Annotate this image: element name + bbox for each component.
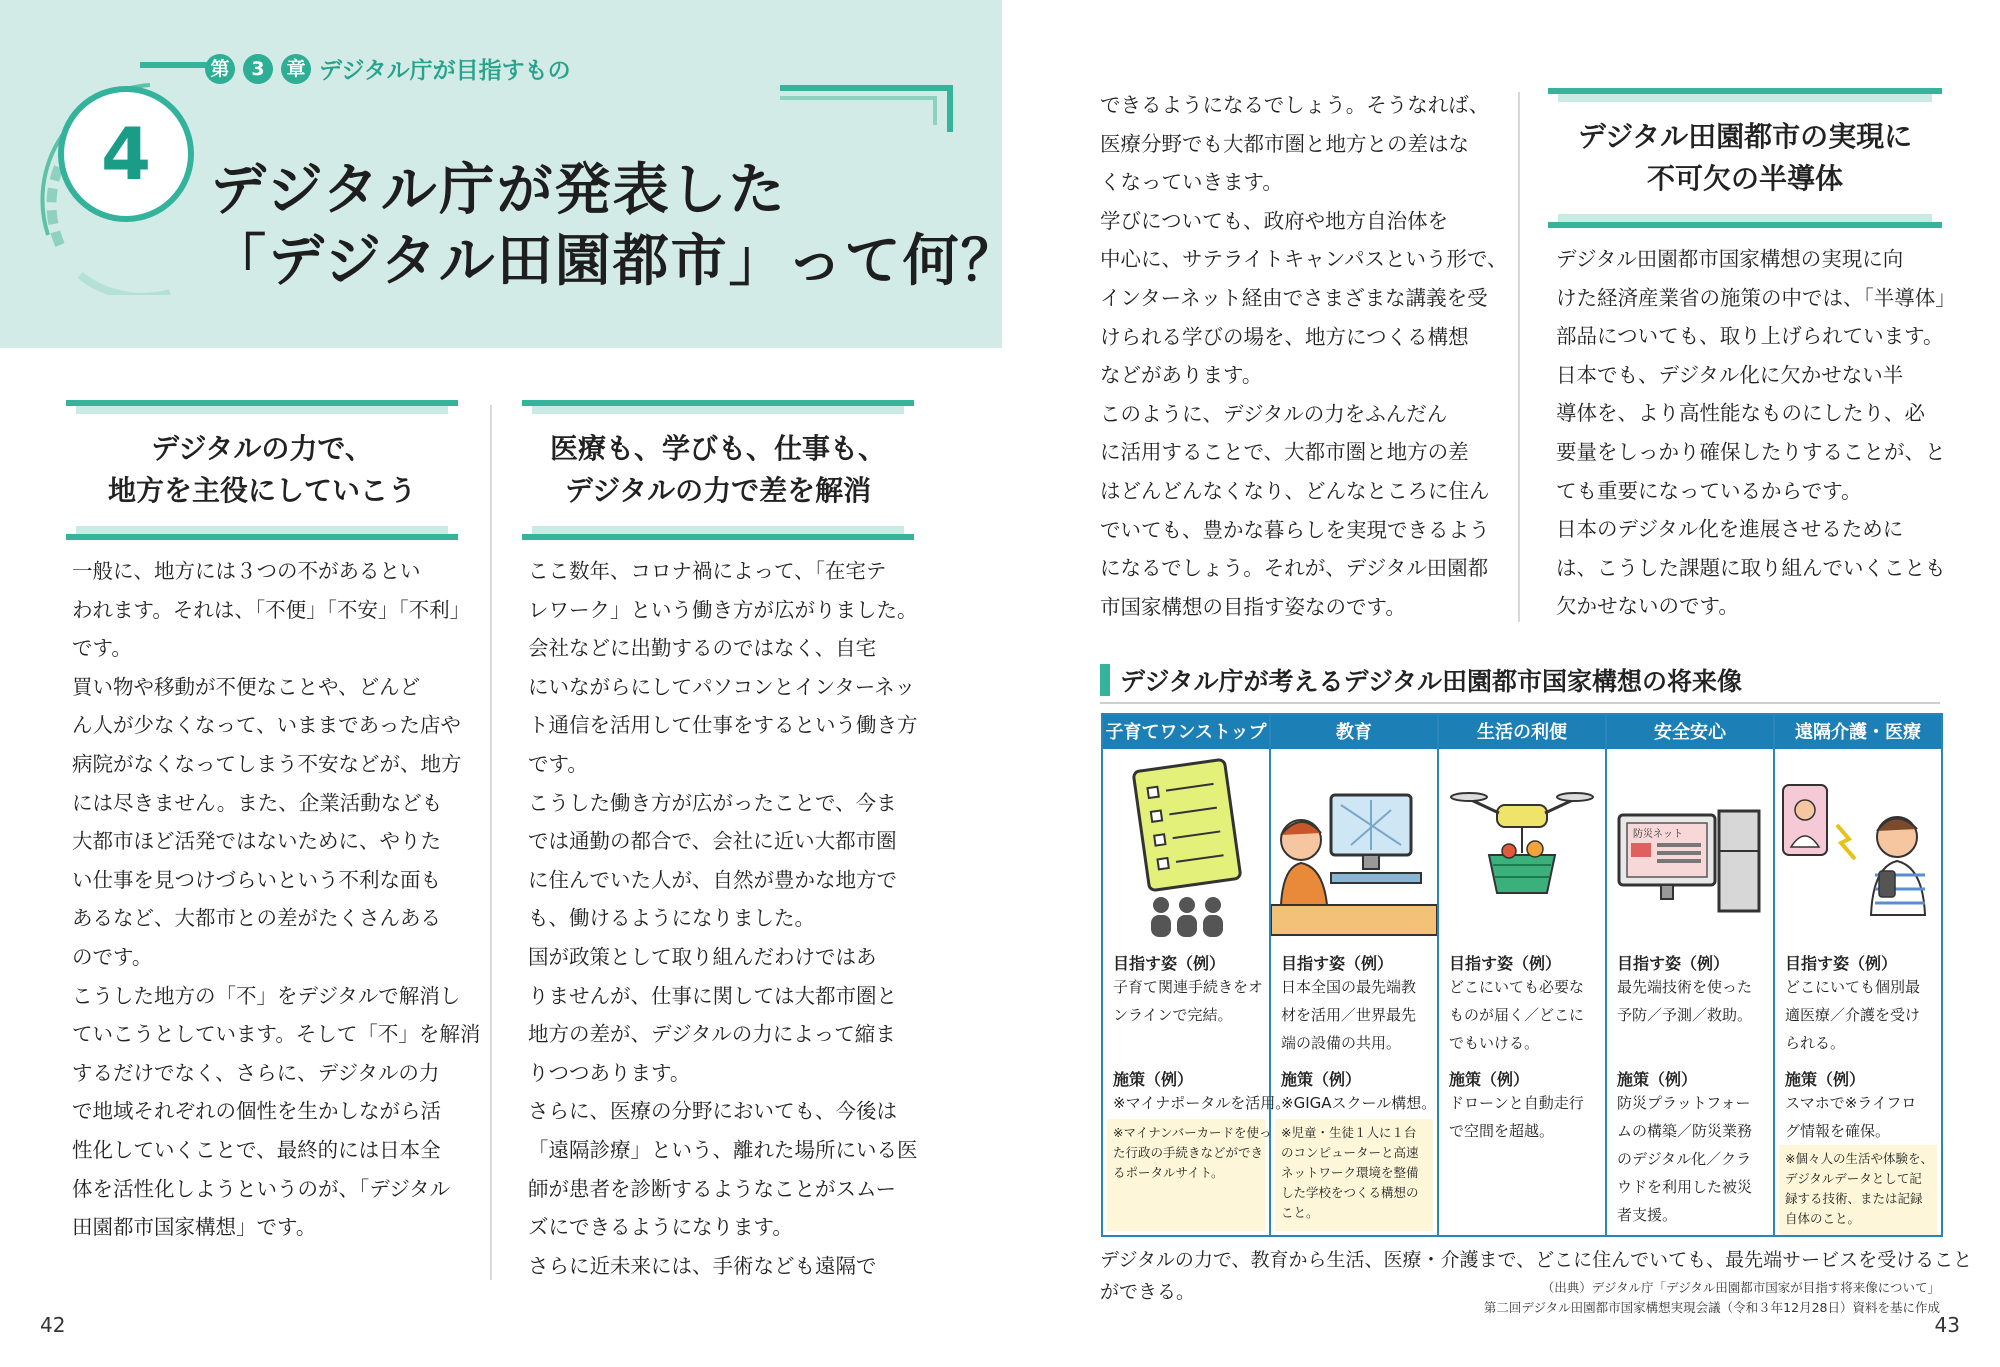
figure-title: デジタル庁が考えるデジタル田園都市国家構想の将来像 [1120, 667, 1743, 696]
figure-title-underline [1100, 702, 1940, 704]
note-line: るポータルサイト。 [1113, 1165, 1224, 1180]
body-line: はどんどんなくなり、どんなところに住ん [1100, 478, 1490, 503]
column4-heading [1548, 88, 1942, 228]
policy-line: 防災プラットフォー [1617, 1094, 1751, 1112]
body-line: ても重要になっているからです。 [1556, 478, 1862, 503]
policy-label: 施策（例） [1281, 1070, 1362, 1089]
table-header-education: 教育 [1271, 715, 1437, 749]
chapter-label [205, 52, 571, 85]
goal-text [1617, 973, 1752, 1029]
body-line: のです。 [72, 944, 153, 969]
policy-line: ※GIGAスクール構想。 [1281, 1094, 1437, 1112]
goal-line: 子育て関連手続きをオ [1113, 978, 1264, 996]
note-line: のコンピューターと高速 [1281, 1145, 1419, 1160]
body-line: できるようになるでしょう。そうなれば、 [1100, 93, 1490, 117]
section-number: 4 [58, 86, 194, 222]
note-line: 自体のこと。 [1785, 1211, 1861, 1226]
body-line: われます。それは、「不便」「不安」「不利」 [72, 597, 471, 622]
note-line: た行政の手続きなどができ [1113, 1145, 1264, 1160]
page-number-right: 43 [1934, 1313, 1960, 1337]
note-line: 録する技術、または記録 [1785, 1191, 1923, 1206]
body-line: 大都市ほど活発ではないために、やりた [72, 829, 441, 854]
column-divider [490, 405, 492, 1280]
body-line: 学びについても、政府や地方自治体を [1100, 208, 1449, 233]
body-line: けた経済産業省の施策の中では、「半導体」 [1556, 285, 1956, 310]
goal-line: 材を活用／世界最先 [1281, 1006, 1417, 1024]
body-line: 買い物や移動が不便なことや、どんど [72, 674, 421, 699]
body-line: こうした働き方が広がったことで、今ま [528, 790, 897, 815]
body-line: ていこうとしています。そして「不」を解消 [72, 1022, 481, 1047]
body-line: も、働けるようになりました。 [528, 906, 815, 931]
body-line: になるでしょう。それが、デジタル田園都 [1100, 556, 1489, 581]
body-line: 欠かせないのです。 [1556, 594, 1739, 619]
drone-illustration [1439, 755, 1605, 955]
body-line: 導体を、より高性能なものにしたり、必 [1556, 401, 1925, 426]
caption-line2: ができる。 [1100, 1281, 1196, 1303]
body-line: けられる学びの場を、地方につくる構想 [1100, 324, 1469, 349]
body-line: インターネット経由でさまざまな講義を受 [1100, 285, 1488, 310]
goal-line: でもいける。 [1449, 1034, 1540, 1052]
body-line: デジタル田園都市国家構想の実現に向 [1556, 247, 1904, 271]
body-line: くなっていきます。 [1100, 170, 1283, 195]
table-column-convenience [1439, 715, 1607, 1235]
body-line: 要量をしっかり確保したりすることが、と [1556, 439, 1946, 464]
column-divider-right [1518, 92, 1520, 622]
goal-line: 端の設備の共用。 [1281, 1034, 1402, 1052]
policy-label: 施策（例） [1785, 1070, 1866, 1089]
policy-label: 施策（例） [1113, 1070, 1194, 1089]
goal-text [1113, 973, 1263, 1029]
policy-line: ウドを利用した被災 [1617, 1178, 1753, 1196]
figure-title-marker [1100, 664, 1110, 696]
body-line: 日本のデジタル化を進展させるために [1556, 517, 1904, 542]
body-line: あるなど、大都市との差がたくさんある [72, 906, 441, 931]
goal-label: 目指す姿（例） [1617, 954, 1730, 973]
body-line: にいながらにしてパソコンとインターネッ [528, 674, 916, 699]
policy-line: ムの構築／防災業務 [1617, 1122, 1753, 1140]
body-line: さらに近未来には、手術なども遠隔で [528, 1253, 877, 1278]
body-line: ここ数年、コロナ禍によって、「在宅テ [528, 559, 887, 583]
body-line: 会社などに出勤するのではなく、自宅 [528, 636, 877, 661]
goal-line: ものが届く／どこに [1449, 1006, 1585, 1024]
policy-label: 施策（例） [1617, 1070, 1698, 1089]
goal-text [1785, 973, 1920, 1057]
source-line1: （出典）デジタル庁「デジタル田園都市国家が目指す将来像について」 [1541, 1280, 1940, 1295]
note-line: した学校をつくる構想の [1281, 1185, 1419, 1200]
table-column-childcare [1103, 715, 1291, 1235]
goal-label: 目指す姿（例） [1113, 954, 1226, 973]
note-line: ※個々人の生活や体験を、 [1785, 1151, 1933, 1166]
body-line: などがあります。 [1100, 363, 1263, 388]
goal-label: 目指す姿（例） [1785, 954, 1898, 973]
goal-line: どこにいても必要な [1449, 978, 1585, 996]
goal-line: 予防／予測／救助。 [1617, 1006, 1753, 1024]
source-line2: 第二回デジタル田園都市国家構想実現会議（令和３年12月28日）資料を基に作成 [1483, 1300, 1940, 1315]
body-line: りつつあります。 [528, 1060, 691, 1085]
body-line: 一般に、地方には３つの不があるとい [72, 559, 421, 583]
note-line: こと。 [1281, 1205, 1319, 1220]
body-line: 「遠隔診療」という、離れた場所にいる医 [528, 1137, 918, 1162]
note-line: ネットワーク環境を整備 [1281, 1165, 1419, 1180]
column2-body [528, 552, 918, 1285]
chapter-prefix: 第 [205, 54, 235, 84]
policy-line: スマホで※ライフロ [1785, 1094, 1917, 1112]
column3-body [1100, 86, 1508, 626]
body-line: 部品についても、取り上げられています。 [1556, 324, 1944, 349]
body-line: さらに、医療の分野においても、今後は [528, 1099, 897, 1124]
policy-text [1617, 1089, 1752, 1229]
column4-heading-line2: 不可欠の半導体 [1646, 162, 1843, 195]
column2-heading-line1: 医療も、学びも、仕事も、 [549, 432, 886, 465]
policy-text [1449, 1089, 1584, 1145]
chapter-suffix: 章 [281, 54, 311, 84]
body-line: に住んでいた人が、自然が豊かな地方で [528, 867, 897, 892]
goal-line: 適医療／介護を受け [1785, 1006, 1921, 1024]
footnote [1107, 1119, 1272, 1231]
checklist-illustration [1103, 755, 1269, 955]
chapter-number: 3 [243, 54, 273, 84]
column4-body [1556, 240, 1956, 626]
policy-line: ※マイナポータルを活用。 [1113, 1094, 1291, 1112]
goal-label: 目指す姿（例） [1449, 954, 1562, 973]
goal-line: 最先端技術を使った [1617, 978, 1753, 996]
column2-heading [522, 400, 914, 540]
table-header-remote-care: 遠隔介護・医療 [1775, 715, 1941, 749]
body-line: ト通信を活用して仕事をするという働き方 [528, 713, 918, 738]
body-line: では通勤の都合で、会社に近い大都市圏 [528, 829, 897, 854]
body-line: ズにできるようになります。 [528, 1215, 793, 1240]
body-line: でいても、豊かな暮らしを実現できるよう [1100, 517, 1490, 542]
policy-label: 施策（例） [1449, 1070, 1530, 1089]
body-line: 医療分野でも大都市圏と地方との差はな [1100, 131, 1469, 156]
policy-line: ドローンと自動走行 [1449, 1094, 1584, 1112]
goal-line: られる。 [1785, 1034, 1846, 1052]
policy-line: 者支援。 [1617, 1206, 1678, 1224]
column1-body [72, 552, 480, 1247]
body-line: レワーク」という働き方が広がりました。 [528, 597, 918, 622]
body-line: 病院がなくなってしまう不安などが、地方 [72, 751, 462, 776]
future-vision-table [1101, 713, 1943, 1237]
note-line: ※児童・生徒１人に１台 [1281, 1125, 1417, 1140]
body-line: こうした地方の「不」をデジタルで解消し [72, 983, 461, 1008]
goal-line: 日本全国の最先端教 [1281, 978, 1417, 996]
body-line: 田園都市国家構想」です。 [72, 1215, 317, 1240]
policy-line: グ情報を確保。 [1785, 1122, 1891, 1140]
table-header-convenience: 生活の利便 [1439, 715, 1605, 749]
body-line: するだけでなく、さらに、デジタルの力 [72, 1060, 440, 1085]
telemedicine-illustration [1775, 755, 1941, 955]
body-line: は、こうした課題に取り組んでいくことも [1556, 555, 1946, 580]
body-line: 師が患者を診断するようなことがスムー [528, 1176, 896, 1201]
page-title-line1: デジタル庁が発表した [210, 158, 787, 223]
column1-heading-line1: デジタルの力で、 [151, 432, 373, 465]
column1-heading [66, 400, 458, 540]
column1-heading-line2: 地方を主役にしていこう [107, 474, 416, 507]
caption-line1: デジタルの力で、教育から生活、医療・介護まで、どこに住んでいても、最先端サービスを受けること [1100, 1249, 1973, 1271]
column2-heading-line2: デジタルの力で差を解消 [564, 474, 872, 507]
body-line: です。 [72, 636, 132, 661]
disaster-monitor-illustration [1607, 755, 1773, 955]
body-line: には尽きません。また、企業活動なども [72, 790, 443, 815]
goal-text [1281, 973, 1416, 1057]
table-column-remote-care [1775, 715, 1941, 1235]
body-line: です。 [528, 751, 588, 776]
goal-label: 目指す姿（例） [1281, 954, 1394, 973]
page-number-left: 42 [40, 1313, 66, 1337]
goal-text [1449, 973, 1584, 1057]
body-line: ん人が少なくなって、いままであった店や [72, 713, 461, 738]
footnote [1779, 1145, 1937, 1235]
policy-line: のデジタル化／クラ [1617, 1150, 1752, 1168]
body-line: このように、デジタルの力をふんだん [1100, 401, 1448, 426]
body-line: に活用することで、大都市圏と地方の差 [1100, 440, 1469, 465]
column4-heading-line1: デジタル田園都市の実現に [1577, 120, 1913, 153]
body-line: 国が政策として取り組んだわけではあ [528, 944, 877, 969]
body-line: 市国家構想の目指す姿なのです。 [1100, 594, 1406, 619]
note-line: ※マイナンバーカードを使っ [1113, 1125, 1272, 1140]
body-line: 性化していくことで、最終的には日本全 [72, 1137, 441, 1162]
note-line: デジタルデータとして記 [1785, 1171, 1922, 1186]
body-line: 体を活性化しようというのが、「デジタル [72, 1176, 451, 1201]
policy-text [1785, 1089, 1916, 1145]
header-line-decoration [780, 80, 960, 140]
policy-line: で空間を超越。 [1449, 1122, 1555, 1140]
table-column-safety [1607, 715, 1775, 1235]
figure-source [1484, 1278, 1940, 1318]
body-line: 中心に、サテライトキャンパスという形で、 [1100, 247, 1508, 272]
chapter-title: デジタル庁が目指すもの [319, 58, 571, 84]
body-line: 地方の差が、デジタルの力によって縮ま [528, 1022, 896, 1047]
table-header-safety: 安全安心 [1607, 715, 1773, 749]
footnote [1275, 1119, 1433, 1231]
goal-line: どこにいても個別最 [1785, 978, 1921, 996]
table-column-education [1271, 715, 1439, 1235]
body-line: い仕事を見つけづらいという不利な面も [72, 867, 441, 892]
page-title-line2: 「デジタル田園都市」って何？ [210, 229, 1019, 294]
body-line: で地域それぞれの個性を生かしながら活 [72, 1099, 441, 1124]
screen-label: 防災ネット [1633, 829, 1683, 840]
goal-line: ンラインで完結。 [1113, 1006, 1233, 1024]
student-computer-illustration [1271, 755, 1437, 955]
policy-text [1113, 1089, 1290, 1117]
policy-text [1281, 1089, 1436, 1117]
table-header-childcare: 子育てワンストップ [1103, 715, 1269, 749]
body-line: 日本でも、デジタル化に欠かせない半 [1556, 362, 1904, 387]
body-line: りませんが、仕事に関しては大都市圏と [528, 983, 897, 1008]
